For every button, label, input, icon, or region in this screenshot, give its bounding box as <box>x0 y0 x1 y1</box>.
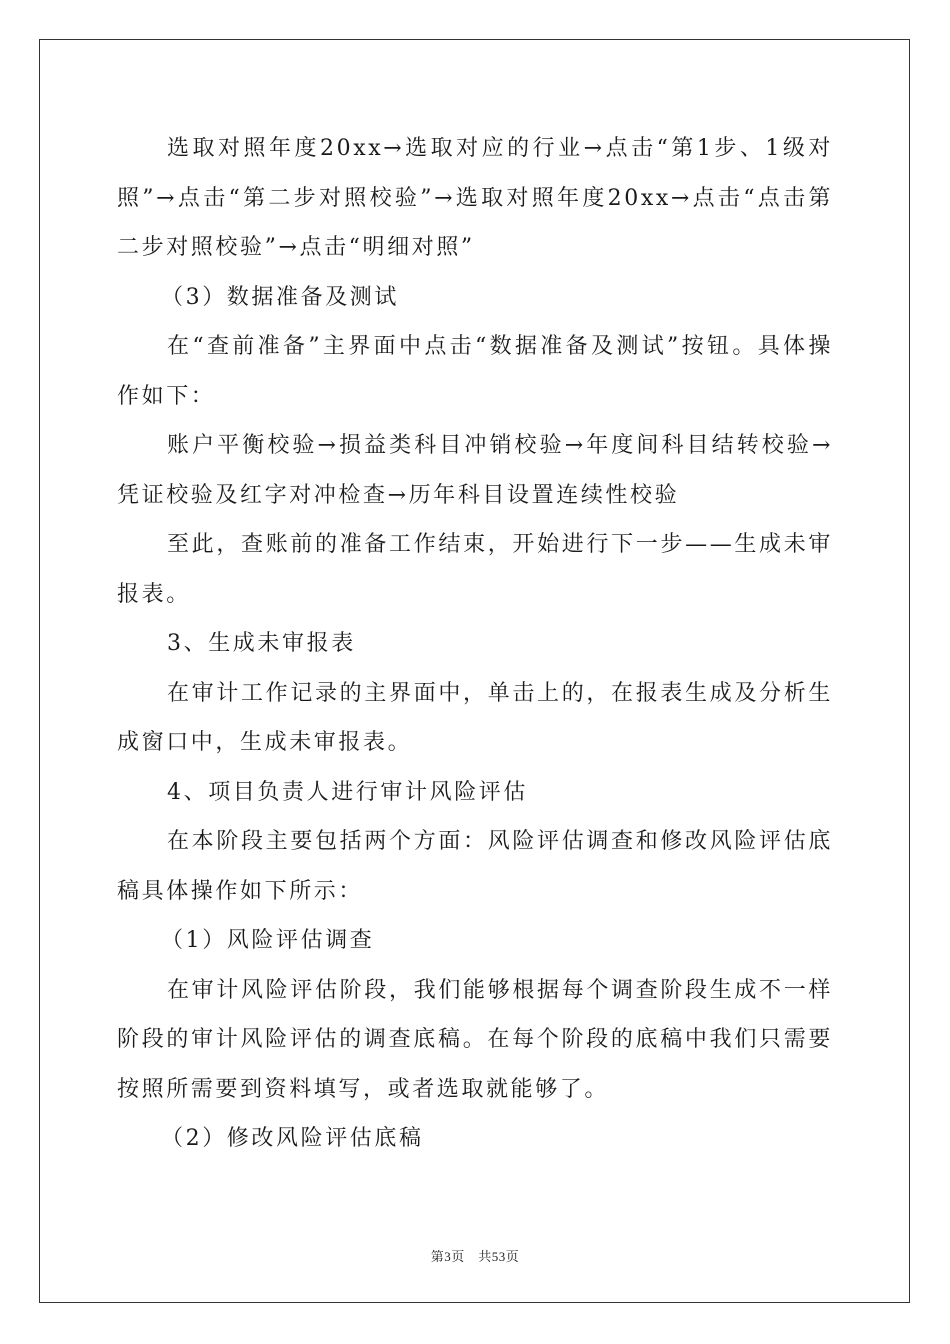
paragraph-validation-steps: 账户平衡校验→损益类科目冲销校验→年度间科目结转校验→凭证校验及红字对冲检查→历年科目设置连续性校验 <box>117 433 833 508</box>
heading-risk-assessment: 4、项目负责人进行审计风险评估 <box>167 779 528 805</box>
heading-generate-report: 3、生成未审报表 <box>167 631 356 656</box>
paragraph-data-prep-intro: 在“查前准备”主界面中点击“数据准备及测试”按钮。具体操作如下： <box>117 334 833 409</box>
heading-modify-risk-draft: （2）修改风险评估底稿 <box>161 1126 424 1151</box>
heading-risk-survey: （1）风险评估调查 <box>161 928 375 953</box>
paragraph-risk-survey: 在审计风险评估阶段，我们能够根据每个调查阶段生成不一样阶段的审计风险评估的调查底稿。在每个阶段的底稿中我们只需要按照所需要到资料填写，或者选取就能够了。 <box>117 977 833 1102</box>
document-body <box>117 124 833 1164</box>
paragraph-prep-finished: 至此，查账前的准备工作结束，开始进行下一步——生成未审报表。 <box>117 532 833 607</box>
paragraph-generate-report: 在审计工作记录的主界面中，单击上的，在报表生成及分析生成窗口中，生成未审报表。 <box>117 680 833 755</box>
page-number-footer: 第3页 共53页 <box>430 1249 520 1264</box>
heading-data-prep: （3）数据准备及测试 <box>161 284 399 310</box>
paragraph-risk-assessment-intro: 在本阶段主要包括两个方面：风险评估调查和修改风险评估底稿具体操作如下所示： <box>117 829 833 904</box>
paragraph-steps-compare: 选取对照年度20xx→选取对应的行业→点击“第1步、1级对照”→点击“第二步对照校验”→选取对照年度20xx→点击“点击第二步对照校验”→点击“明细对照” <box>117 136 833 260</box>
